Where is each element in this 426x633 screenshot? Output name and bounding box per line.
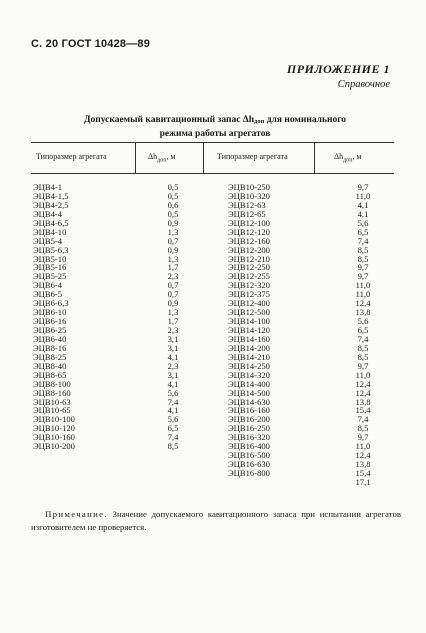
unit-size-cell: ЭЦВ6-10: [33, 307, 67, 318]
left-value-column: [158, 183, 188, 451]
dh-value-cell: 13,8: [355, 459, 371, 470]
unit-size-cell: ЭЦВ4-1: [33, 182, 63, 192]
dh-value-cell: 15,4: [355, 468, 371, 478]
dh-value-cell: 0,7: [167, 289, 179, 300]
appendix-heading: [287, 62, 390, 90]
dh-value-cell: 1,3: [167, 253, 179, 264]
unit-size-cell: ЭЦВ14-200: [228, 342, 270, 353]
unit-size-cell: ЭЦВ14-160: [228, 333, 270, 344]
dh-value-cell: 7,4: [167, 396, 179, 407]
dh-value-cell: 8,5: [357, 244, 369, 255]
unit-size-cell: ЭЦВ8-40: [33, 360, 67, 371]
appendix-title: ПРИЛОЖЕНИЕ 1: [286, 62, 390, 76]
dh-value-cell: 13,8: [355, 307, 371, 318]
unit-size-cell: ЭЦВ8-160: [33, 387, 71, 398]
dh-value-cell: 6,5: [357, 325, 369, 335]
dh-value-cell: 2,3: [167, 360, 179, 371]
unit-size-cell: ЭЦВ8-100: [33, 378, 71, 389]
unit-size-cell: ЭЦВ14-210: [228, 351, 270, 362]
unit-size-cell: ЭЦВ10-63: [33, 396, 71, 407]
dh-value-cell: 9,7: [357, 182, 369, 192]
dh-value-cell: 5,6: [357, 217, 369, 228]
column-divider-1: [135, 142, 136, 173]
unit-size-cell: ЭЦВ12-400: [228, 298, 270, 309]
table-title-line2: режима работы агрегатов: [159, 129, 271, 139]
table-note: [31, 508, 401, 533]
unit-size-cell: ЭЦВ6-6,3: [33, 298, 69, 309]
unit-size-cell: ЭЦВ16-250: [228, 423, 270, 434]
unit-size-cell: ЭЦВ12-255: [228, 271, 270, 282]
dh-value-cell: 7,4: [357, 235, 369, 246]
table-title-part2: для номинального: [264, 115, 347, 125]
unit-size-cell: ЭЦВ16-630: [228, 459, 270, 470]
dh-value-cell: 9,7: [357, 432, 369, 443]
unit-size-cell: ЭЦВ16-800: [228, 468, 270, 478]
table-header-rule: [31, 173, 394, 174]
unit-size-cell: ЭЦВ5-16: [33, 262, 67, 273]
dh-value-cell: 0,7: [167, 235, 179, 246]
dh-value-cell: 0,9: [167, 217, 179, 228]
table-title-part1: Допускаемый кавитационный запас Δh: [83, 115, 255, 125]
dh-value-cell: 5,6: [167, 387, 179, 398]
unit-size-cell: ЭЦВ8-25: [33, 351, 67, 362]
header-size-left: Типоразмер агрегата: [36, 152, 107, 161]
dh-value-cell: 0,9: [167, 244, 179, 255]
unit-size-cell: ЭЦВ14-120: [228, 325, 270, 335]
dh-value-cell: 8,5: [167, 441, 179, 452]
dh-value-cell: 11,0: [355, 369, 371, 380]
unit-size-cell: ЭЦВ10-160: [33, 432, 75, 443]
dh-value-cell: 0,7: [167, 280, 179, 291]
header-dh-left: $\Delta h_{доп}$, м: [148, 152, 176, 164]
unit-size-cell: ЭЦВ10-120: [33, 423, 75, 434]
dh-value-cell: 7,4: [357, 414, 369, 425]
dh-value-cell: 8,5: [357, 423, 369, 434]
header-dh-right: $\Delta h_{доп}$, м: [334, 152, 362, 164]
header-size-right: Типоразмер агрегата: [217, 152, 288, 161]
dh-value-cell: 4,1: [357, 208, 369, 219]
unit-size-cell: ЭЦВ4-2,5: [33, 199, 69, 210]
unit-size-cell: ЭЦВ6-25: [33, 325, 67, 335]
column-divider-3: [314, 142, 315, 173]
dh-value-cell: 0,5: [167, 182, 179, 192]
table-title: [40, 114, 390, 140]
dh-value-cell: 1,7: [167, 262, 179, 273]
unit-size-cell: ЭЦВ14-100: [228, 316, 270, 327]
dh-value-cell: 4,1: [167, 378, 179, 389]
unit-size-cell: ЭЦВ16-400: [228, 441, 270, 452]
dh-value-cell: 12,4: [355, 298, 371, 309]
page-header: С. 20 ГОСТ 10428—89: [31, 38, 151, 50]
unit-size-cell: ЭЦВ12-250: [228, 262, 270, 273]
unit-size-cell: ЭЦВ14-500: [228, 387, 270, 398]
dh-value-cell: 3,1: [167, 342, 179, 353]
dh-value-cell: 4,1: [167, 405, 179, 416]
dh-value-cell: 12,4: [355, 450, 371, 461]
table-title-sub: доп: [254, 118, 265, 125]
dh-value-cell: 4,1: [167, 351, 179, 362]
unit-size-cell: ЭЦВ10-65: [33, 405, 71, 416]
unit-size-cell: ЭЦВ14-250: [228, 360, 270, 371]
appendix-subtitle: Справочное: [337, 79, 390, 90]
unit-size-cell: ЭЦВ6-4: [33, 280, 63, 291]
unit-size-cell: ЭЦВ5-25: [33, 271, 67, 282]
dh-value-cell: 4,1: [357, 199, 369, 210]
note-label: Примечание.: [45, 509, 108, 519]
right-value-column: [348, 183, 378, 487]
unit-size-cell: ЭЦВ10-320: [228, 190, 270, 201]
dh-value-cell: 11,0: [355, 190, 371, 201]
column-divider-2: [203, 142, 204, 173]
dh-value-cell: 1,3: [167, 307, 179, 318]
dh-value-cell: 13,8: [355, 396, 371, 407]
dh-value-cell: 6,5: [167, 423, 179, 434]
note-text: Значение допускаемого кавитационного запаса при испытании агрегатов изготовителем не проверяется.: [31, 509, 401, 532]
dh-value-cell: 11,0: [355, 289, 371, 300]
dh-value-cell: 7,4: [357, 333, 369, 344]
dh-value-cell: 9,7: [357, 271, 369, 282]
dh-value-cell: 3,1: [167, 369, 179, 380]
dh-value-cell: 0,6: [167, 199, 179, 210]
dh-value-cell: 1,3: [167, 226, 179, 237]
dh-value-cell: 0,5: [167, 208, 179, 219]
dh-value-cell: 3,1: [167, 333, 179, 344]
dh-value-cell: 2,3: [167, 325, 179, 335]
dh-value-cell: 5,6: [167, 414, 179, 425]
unit-size-cell: ЭЦВ12-100: [228, 217, 270, 228]
unit-size-cell: ЭЦВ10-100: [33, 414, 75, 425]
unit-size-cell: ЭЦВ16-160: [228, 405, 270, 416]
unit-size-cell: ЭЦВ4-10: [33, 226, 67, 237]
dh-value-cell: 15,4: [355, 405, 371, 416]
dh-value-cell: 7,4: [167, 432, 179, 443]
dh-value-cell: 8,5: [357, 253, 369, 264]
unit-size-cell: ЭЦВ5-10: [33, 253, 67, 264]
unit-size-cell: ЭЦВ12-210: [228, 253, 270, 264]
table-top-rule: [31, 142, 394, 143]
unit-size-cell: ЭЦВ12-375: [228, 289, 270, 300]
unit-size-cell: ЭЦВ4-1,5: [33, 190, 69, 201]
unit-size-cell: ЭЦВ6-16: [33, 316, 67, 327]
unit-size-cell: ЭЦВ12-500: [228, 307, 270, 318]
unit-size-cell: ЭЦВ12-160: [228, 235, 270, 246]
unit-size-cell: ЭЦВ10-200: [33, 441, 75, 452]
unit-size-cell: ЭЦВ10-250: [228, 182, 270, 192]
unit-size-cell: ЭЦВ5-6,3: [33, 244, 69, 255]
unit-size-cell: ЭЦВ12-200: [228, 244, 270, 255]
unit-size-cell: ЭЦВ4-4: [33, 208, 63, 219]
unit-size-cell: ЭЦВ16-500: [228, 450, 270, 461]
unit-size-cell: ЭЦВ5-4: [33, 235, 63, 246]
unit-size-cell: ЭЦВ8-65: [33, 369, 67, 380]
dh-value-cell: 9,7: [357, 360, 369, 371]
dh-value-cell: 17,1: [355, 476, 371, 487]
unit-size-cell: ЭЦВ16-320: [228, 432, 270, 443]
unit-size-cell: ЭЦВ4-6,5: [33, 217, 69, 228]
left-unit-column: [33, 183, 133, 451]
dh-value-cell: 11,0: [355, 280, 371, 291]
unit-size-cell: ЭЦВ16-200: [228, 414, 270, 425]
dh-value-cell: 8,5: [357, 351, 369, 362]
unit-size-cell: ЭЦВ12-320: [228, 280, 270, 291]
dh-value-cell: 11,0: [355, 441, 371, 452]
unit-size-cell: ЭЦВ8-16: [33, 342, 67, 353]
unit-size-cell: ЭЦВ6-5: [33, 289, 63, 300]
unit-size-cell: ЭЦВ12-63: [228, 199, 266, 210]
unit-size-cell: ЭЦВ14-630: [228, 396, 270, 407]
unit-size-cell: ЭЦВ12-65: [228, 208, 266, 219]
dh-value-cell: 8,5: [357, 342, 369, 353]
dh-value-cell: 5,6: [357, 316, 369, 327]
dh-value-cell: 0,5: [167, 190, 179, 201]
dh-value-cell: 0,9: [167, 298, 179, 309]
dh-value-cell: 12,4: [355, 387, 371, 398]
unit-size-cell: ЭЦВ12-120: [228, 226, 270, 237]
dh-value-cell: 1,7: [167, 316, 179, 327]
unit-size-cell: ЭЦВ14-320: [228, 369, 270, 380]
dh-value-cell: 6,5: [357, 226, 369, 237]
dh-value-cell: 9,7: [357, 262, 369, 273]
right-unit-column: [228, 183, 318, 478]
dh-value-cell: 2,3: [167, 271, 179, 282]
dh-value-cell: 12,4: [355, 378, 371, 389]
unit-size-cell: ЭЦВ14-400: [228, 378, 270, 389]
unit-size-cell: ЭЦВ6-40: [33, 333, 67, 344]
